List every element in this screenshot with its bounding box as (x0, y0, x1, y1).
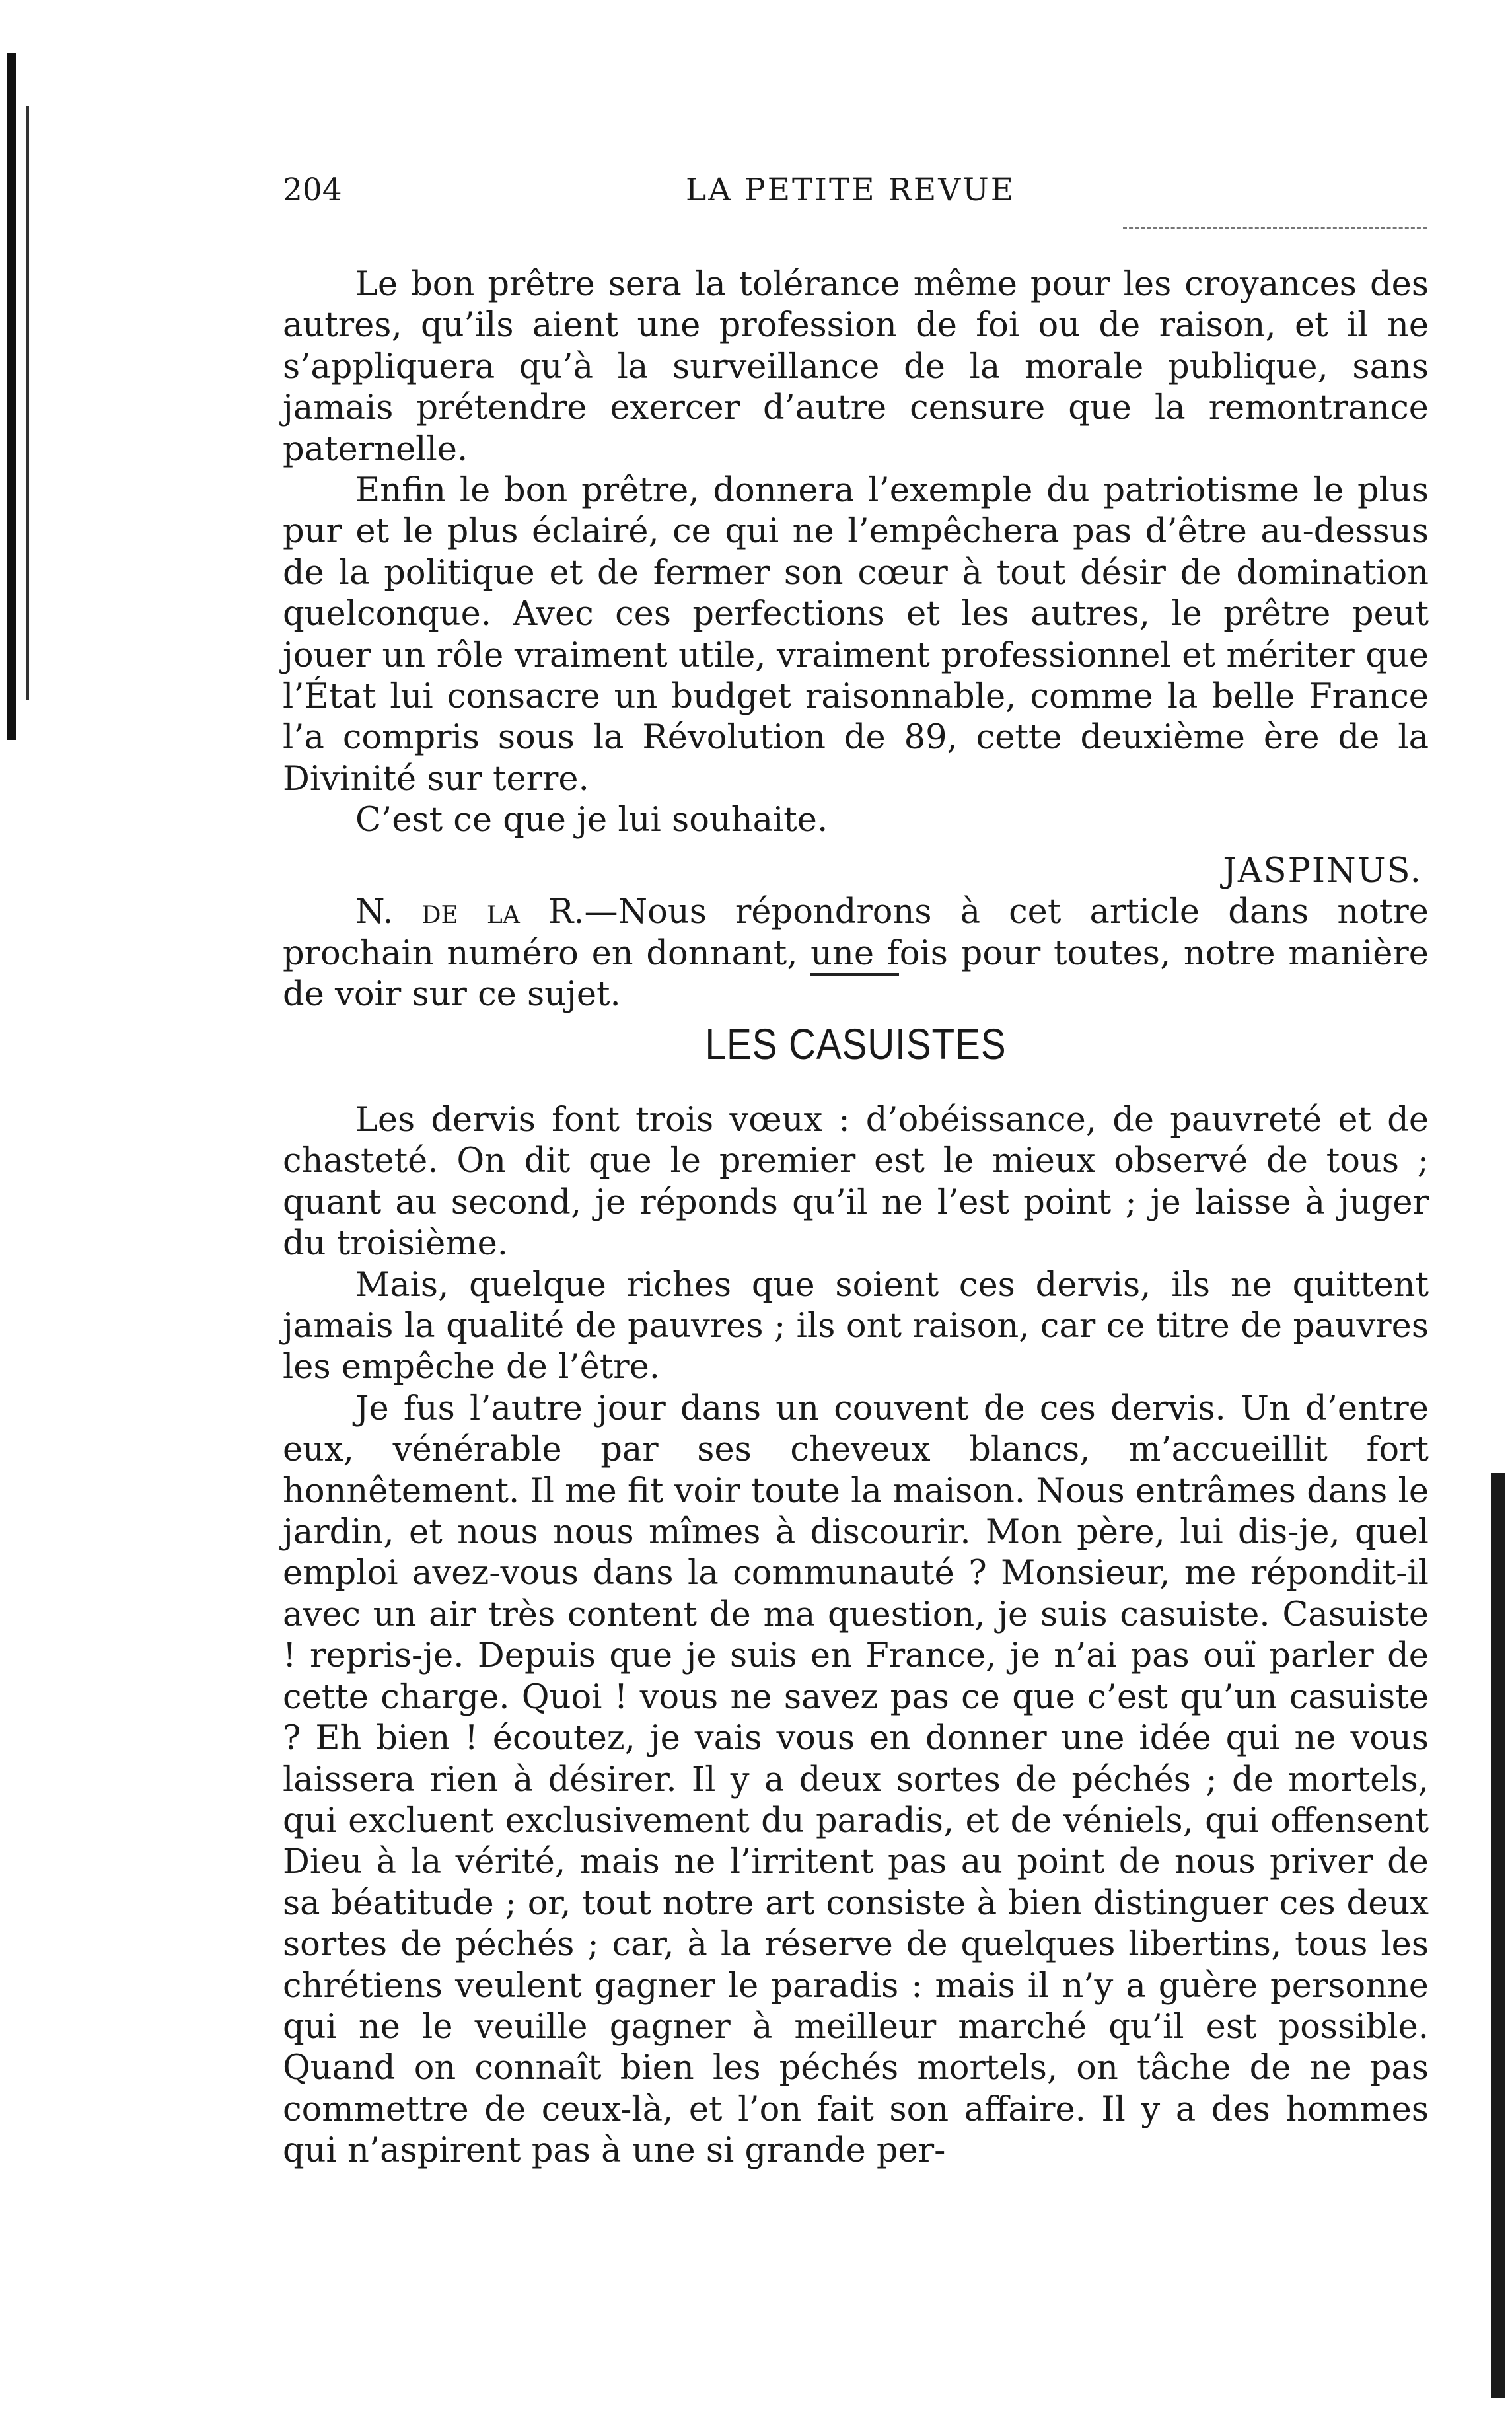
paragraph: Le bon prêtre sera la tolérance même pour les croyances des autres, qu’ils aient une profession de foi ou de raison, et il ne s’appliquera qu’à la surveillance de la morale publique, sans jamais prétendre exercer d’autre censure que la remontrance paternelle. (283, 265, 1429, 469)
editor-note-label: N. de la R. (355, 892, 585, 932)
paragraph: Mais, quelque riches que soient ces dervis, ils ne quittent jamais la qualité de pauvres ; ils ont raison, car ce titre de pauvres les empêche de l’être. (283, 1265, 1429, 1387)
author-signature: JASPINUS. (1223, 851, 1422, 890)
paragraph: Les dervis font trois vœux : d’obéissance, de pauvreté et de chasteté. On dit que le premier est le mieux observé de tous ; quant au second, je réponds qu’il ne l’est point ; je laisse à juger du troisième. (283, 1101, 1429, 1264)
paragraph: C’est ce que je lui souhaite. (355, 801, 828, 840)
scan-binding-edge (7, 53, 16, 740)
section-title: LES CASUISTES (705, 1019, 1007, 1068)
editor-note (283, 892, 1429, 1015)
running-title: LA PETITE REVUE (686, 172, 1016, 208)
page-number: 204 (283, 172, 342, 208)
page-header (283, 170, 1425, 210)
paragraph: Je fus l’autre jour dans un couvent de ces dervis. Un d’entre eux, vénérable par ses cheveux blancs, m’accueillit fort honnêtement. Il me fit voir toute la maison. Nous entrâmes dans le jardin, et nous nous mîmes à discourir. Mon père, lui dis-je, quel emploi avez-vous dans la communauté ? Monsieur, me répondit-il avec un air très content de ma question, je suis casuiste. Casuiste ! repris-je. Depuis que je suis en France, je n’ai pas ouï parler de cette charge. Quoi ! vous ne savez pas ce que c’est qu’un casuiste ? Eh bien ! écoutez, je vais vous en donner une idée qui ne vous laissera rien à désirer. Il y a deux sortes de péchés ; de mortels, qui excluent exclusivement du paradis, et de véniels, qui offensent Dieu à la vérité, mais ne l’irritent pas au point de nous priver de sa béatitude ; or, tout notre art consiste à bien distinguer ces deux sortes de péchés ; car, à la réserve de quelques libertins, tous les chrétiens veulent gagner le paradis : mais il n’y a guère personne qui ne le veuille gagner à meilleur marché qu’il est possible. Quand on connaît bien les péchés mortels, on tâche de ne pas commettre de ceux-là, et l’on fait son affaire. Il y a des hommes qui n’aspirent pas à une si grande per- (283, 1389, 1429, 2171)
article-jaspinus (283, 264, 1429, 1015)
paragraph: Enfin le bon prêtre, donnera l’exemple du patriotisme le plus pur et le plus éclairé, ce qui ne l’empêchera pas d’être au-dessus de la politique et de fermer son cœur à tout désir de domination quelconque. Avec ces perfections et les autres, le prêtre peut jouer un rôle vraiment utile, vraiment professionnel et mériter que l’État lui consacre un budget raisonnable, comme la belle France l’a compris sous la Révolution de 89, cette deuxième ère de la Divinité sur terre. (283, 471, 1429, 799)
section-separator (810, 973, 899, 976)
scan-binding-edge-inner (26, 106, 29, 700)
header-rule (1123, 227, 1427, 229)
editor-note-text: —Nous répondrons à cet article dans notre prochain numéro en donnant, une fois pour toutes, notre manière de voir sur ce sujet. (283, 892, 1429, 1014)
scan-page-edge (1491, 1473, 1505, 2398)
article-casuistes (283, 1100, 1429, 2172)
